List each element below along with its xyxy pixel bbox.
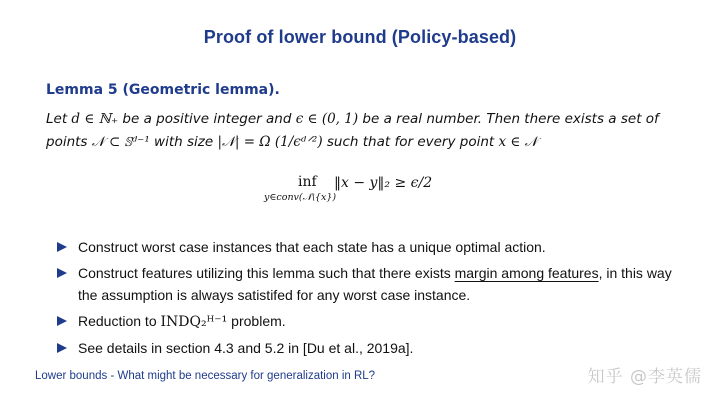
math-epsilon-range: ϵ ∈ (0, 1) [295, 111, 359, 127]
bullet-text: problem. [227, 313, 286, 329]
bullet-item [57, 310, 677, 333]
lemma-text: be a positive integer and [118, 111, 296, 127]
lemma-text: with size [149, 134, 218, 150]
formula-inf: inf [298, 174, 317, 190]
lemma-title: Lemma 5 (Geometric lemma). [46, 82, 280, 98]
lemma-line-2 [46, 131, 676, 154]
slide-title: Proof of lower bound (Policy-based) [203, 27, 517, 47]
bullet-item [57, 262, 677, 306]
formula-rhs: ‖x − y‖₂ ≥ ϵ/2 [334, 175, 433, 191]
bullet-text: See details in section 4.3 and 5.2 in [Du et al., 2019a]. [78, 340, 414, 356]
math-set-sphere: 𝒩 ⊂ 𝕊ᵈ⁻¹ [91, 134, 150, 150]
bullet-item [57, 337, 677, 359]
bullet-text: Reduction to [78, 313, 161, 329]
triangle-bullet-icon [57, 343, 67, 353]
bullet-text: , in this way the assumption is always satistifed for any worst case instance. [78, 265, 672, 303]
lemma-text: be a real number. Then there exists a set of [358, 111, 659, 127]
math-indq: INDQ₂ᴴ⁻¹ [160, 314, 228, 330]
triangle-bullet-icon [57, 316, 67, 326]
lemma-text: points [46, 134, 92, 150]
math-set-size: |𝒩| = Ω (1/ϵᵈᐟ²) [217, 134, 323, 150]
slide-footer: Lower bounds - What might be necessary for generalization in RL? [35, 370, 376, 382]
lemma-statement [46, 108, 676, 154]
watermark: 知乎 @李英儒 [587, 367, 702, 387]
triangle-bullet-icon [57, 242, 67, 252]
bullet-text: Construct features utilizing this lemma such that there exists [78, 265, 455, 281]
math-d-natural: d ∈ ℕ₊ [71, 111, 119, 127]
bullet-text: Construct worst case instances that each state has a unique optimal action. [78, 239, 546, 255]
lemma-line-1 [46, 108, 676, 131]
formula-subscript: y∈conv(𝒩\{x}) [264, 192, 337, 203]
display-formula [250, 170, 510, 210]
triangle-bullet-icon [57, 268, 67, 278]
underlined-phrase: margin among features [454, 265, 599, 281]
math-point-in-set: x ∈ 𝒩 [498, 134, 538, 150]
bullet-list [57, 236, 677, 363]
bullet-item [57, 236, 677, 258]
lemma-text: such that for every point [322, 134, 499, 150]
lemma-text: Let [46, 111, 72, 127]
